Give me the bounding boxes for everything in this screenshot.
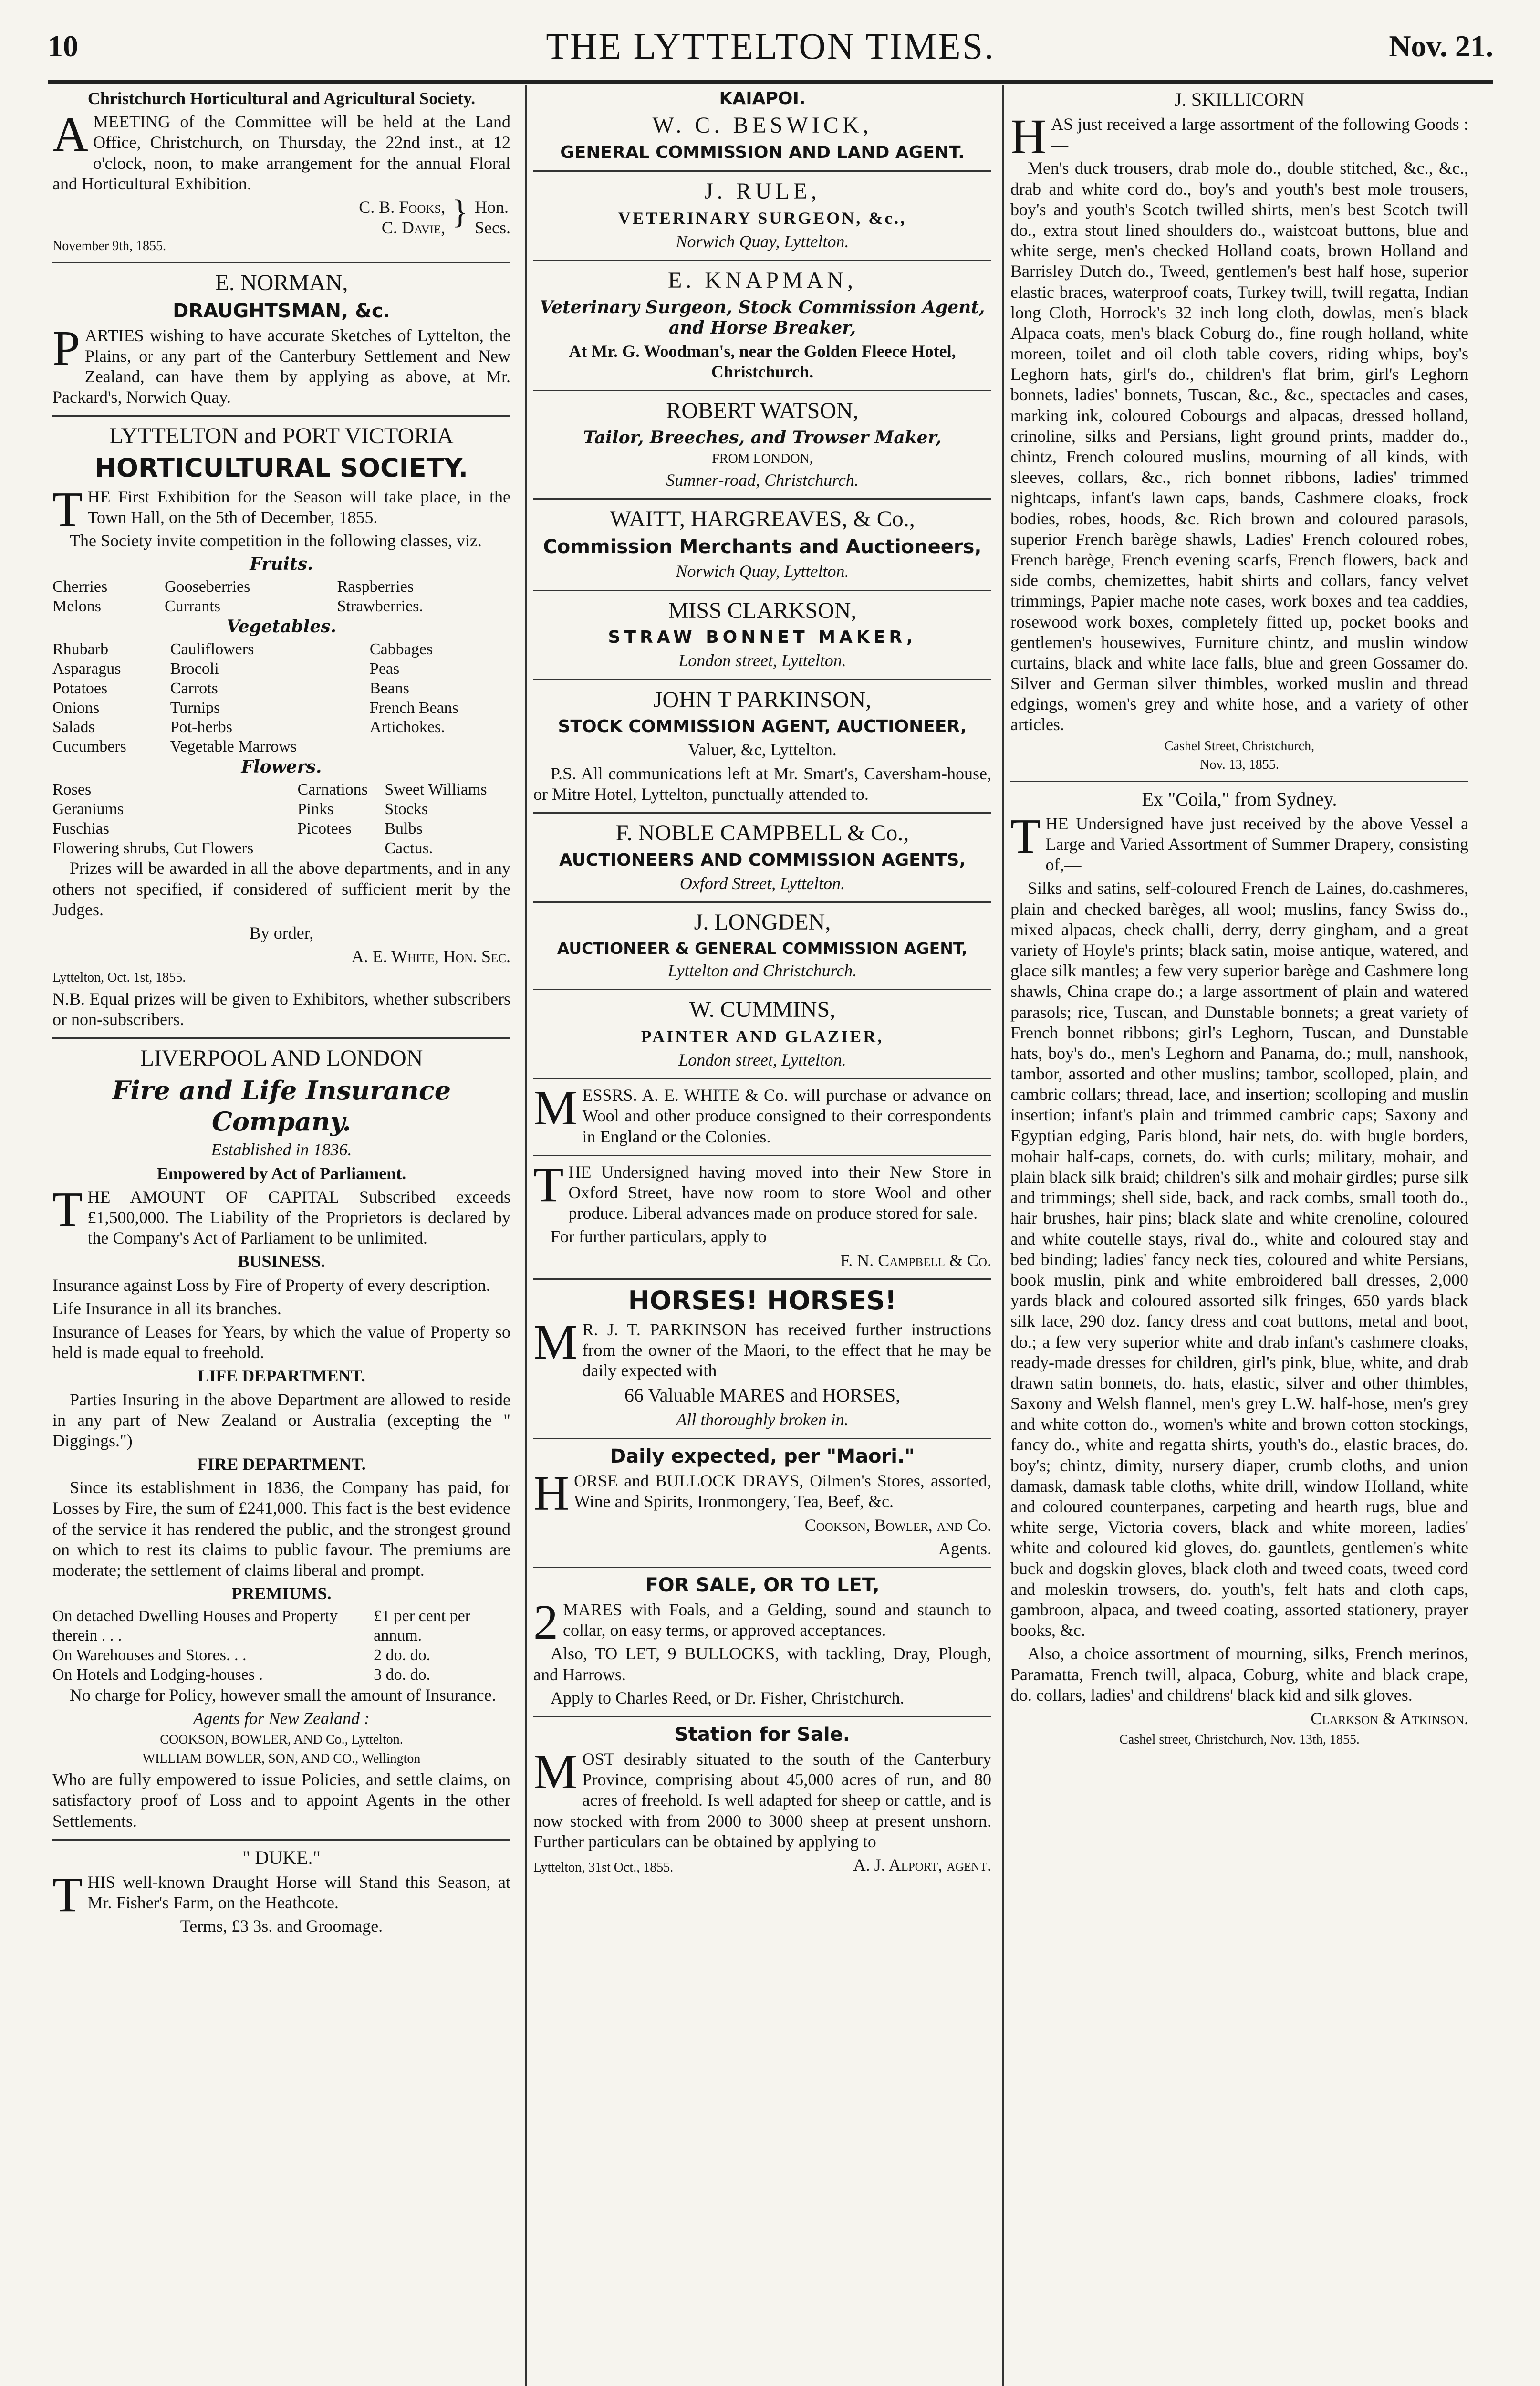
- ad-name: J. SKILLICORN: [1174, 89, 1305, 110]
- table-cell: [298, 839, 385, 858]
- ad-body: Apply to Charles Reed, or Dr. Fisher, Christchurch.: [551, 1688, 905, 1707]
- table-cell: Gooseberries: [164, 578, 250, 596]
- vegetable-row: [52, 737, 510, 757]
- ad-title: STRAW BONNET MAKER,: [608, 628, 917, 648]
- table-cell: Carrots: [170, 679, 218, 697]
- ad-date: Lyttelton, 31st Oct., 1855.: [533, 1860, 674, 1875]
- station-ad: [533, 1723, 991, 1880]
- column-3: [1010, 88, 1468, 2386]
- ad-heading: Ex "Coila," from Sydney.: [1142, 788, 1337, 810]
- ad-line: All thoroughly broken in.: [676, 1410, 849, 1430]
- company-name: Fire and Life Insurance Company.: [112, 1075, 451, 1137]
- terms: Terms, £3 3s. and Groomage.: [180, 1916, 383, 1936]
- section-label: LIFE DEPARTMENT.: [198, 1366, 365, 1386]
- table-cell: Potatoes: [52, 679, 108, 697]
- flower-row: [52, 839, 510, 858]
- table-cell: Pot-herbs: [170, 718, 233, 736]
- table-cell: 2 do. do.: [374, 1646, 431, 1664]
- flower-row: [52, 800, 510, 819]
- signature: Cookson, Bowler, and Co.: [804, 1515, 991, 1535]
- table-cell: Melons: [52, 597, 101, 616]
- brace: }: [452, 193, 468, 230]
- signatory-role: Secs.: [475, 218, 510, 238]
- agent: WILLIAM BOWLER, SON, AND CO., Wellington: [142, 1751, 421, 1766]
- table-cell: French Beans: [369, 699, 458, 717]
- maori-ad: [533, 1445, 991, 1568]
- table-cell: Artichokes.: [369, 718, 445, 736]
- longden-ad: [533, 909, 991, 990]
- premium-row: [52, 1665, 510, 1685]
- drop-cap: 2: [533, 1595, 558, 1650]
- table-cell: £1 per cent per annum.: [374, 1607, 471, 1645]
- ad-name: E. KNAPMAN,: [667, 267, 857, 293]
- campbell-ad: [533, 819, 991, 903]
- ad-body: OST desirably situated to the south of the Canterbury Province, comprising about 45,000 acres of run, and 80 acres of freehold. Is well adapted for sheep or cattle, and is now stocked with from 2000 to 3000 sheep at present unshorn. Further particulars can be obtained by applying to: [533, 1749, 991, 1851]
- table-cell: Peas: [369, 659, 400, 678]
- newspaper-title: THE LYTTELTON TIMES.: [546, 25, 995, 67]
- vegetable-row: [52, 659, 510, 679]
- section-text: Parties Insuring in the above Department are allowed to reside in any part of New Zealand or Australia (excepting the " Diggings."): [52, 1390, 510, 1450]
- ad-intro: AS just received a large assortment of the following Goods :—: [1051, 115, 1468, 155]
- ad-body: HE First Exhibition for the Season will take place, in the Town Hall, on the 5th of December, 1855.: [87, 487, 510, 527]
- flower-row: [52, 780, 510, 800]
- fruit-row: [52, 597, 510, 617]
- ad-address: Lyttelton and Christchurch.: [667, 961, 857, 981]
- table-cell: Fuschias: [52, 819, 109, 837]
- ad-place: KAIAPOI.: [719, 89, 806, 108]
- premium-row: [52, 1646, 510, 1665]
- signature: A. J. Alport, agent.: [853, 1855, 991, 1874]
- insurance-ad: [52, 1045, 510, 1840]
- ad-body: ORSE and BULLOCK DRAYS, Oilmen's Stores, assorted, Wine and Spirits, Ironmongery, Tea, Beef, &c.: [574, 1471, 991, 1511]
- notice-body: MEETING of the Committee will be held at the Land Office, Christchurch, on Thursday, the 22nd inst., at 12 o'clock, noon, to make arrangement for the annual Floral and Horticultural Exhibition.: [52, 112, 510, 193]
- drop-cap: T: [52, 481, 83, 537]
- lyttelton-horticultural-ad: [52, 422, 510, 1039]
- ad-heading: HORSES! HORSES!: [628, 1285, 897, 1316]
- ad-title: GENERAL COMMISSION AND LAND AGENT.: [560, 142, 965, 162]
- sign-off: [533, 1855, 991, 1875]
- table-cell: Salads: [52, 718, 95, 736]
- ad-date: Lyttelton, Oct. 1st, 1855.: [52, 970, 186, 985]
- ad-heading: LIVERPOOL AND LONDON: [140, 1046, 423, 1071]
- column-divider: [1002, 85, 1004, 2386]
- empowered: Empowered by Act of Parliament.: [156, 1163, 406, 1183]
- prizes-text: Prizes will be awarded in all the above departments, and in any others not specified, if considered of sufficient merit by the Judges.: [52, 858, 510, 919]
- issue-date: Nov. 21.: [1389, 29, 1493, 63]
- premium-row: [52, 1607, 510, 1646]
- ad-heading: " DUKE.": [242, 1846, 321, 1868]
- masthead: [48, 25, 1493, 77]
- notice-date: November 9th, 1855.: [52, 239, 166, 254]
- ad-intro: HE Undersigned have just received by the above Vessel a Large and Varied Assortment of Summer Drapery, consisting of,—: [1045, 814, 1468, 875]
- ad-name: JOHN T PARKINSON,: [653, 687, 872, 712]
- watson-ad: [533, 397, 991, 500]
- ad-address: London street, Lyttelton.: [678, 1050, 846, 1070]
- ad-address: Cashel Street, Christchurch,: [1164, 738, 1315, 753]
- fruit-row: [52, 577, 510, 597]
- clarkson-ad: [533, 597, 991, 680]
- table-cell: Pinks: [297, 800, 334, 818]
- ad-address: Oxford Street, Lyttelton.: [679, 873, 845, 893]
- nb-text: N.B. Equal prizes will be given to Exhibitors, whether subscribers or non-subscribers.: [52, 989, 510, 1029]
- ad-name: J. LONGDEN,: [694, 909, 831, 935]
- signatories: [52, 193, 510, 238]
- ad-name: E. NORMAN,: [215, 270, 348, 295]
- norman-ad: [52, 269, 510, 417]
- column-1: [52, 88, 510, 2386]
- drop-cap: T: [1010, 808, 1041, 864]
- business-item: Life Insurance in all its branches.: [52, 1298, 281, 1318]
- ad-sub: Valuer, &c, Lyttelton.: [688, 740, 837, 760]
- ad-heading: FOR SALE, OR TO LET,: [645, 1574, 880, 1597]
- table-cell: Strawberries.: [337, 597, 423, 616]
- fruits-table: [52, 577, 510, 617]
- skillicorn-ad: [1010, 88, 1468, 782]
- knapman-ad: [533, 267, 991, 391]
- masthead-rule: [48, 80, 1493, 84]
- ad-name: J. RULE,: [704, 178, 821, 204]
- agents-body: Who are fully empowered to issue Policies, and settle claims, on satisfactory proof of Loss and to appoint Agents in the other Settlements.: [52, 1770, 510, 1831]
- ad-name: W. CUMMINS,: [689, 997, 836, 1023]
- established: Established in 1836.: [211, 1140, 352, 1160]
- drop-cap: H: [533, 1466, 570, 1521]
- cummins-ad: [533, 996, 991, 1079]
- notice-heading: Christchurch Horticultural and Agricultural Society.: [87, 89, 476, 108]
- column-2: [533, 88, 991, 2386]
- section-text: Since its establishment in 1836, the Company has paid, for Losses by Fire, the sum of £241,000. This fact is the best evidence of the service it has rendered the public, and the strongest ground on which to rest its claims to public favour. The premiums are moderate; the settlement of claims liberal and prompt.: [52, 1478, 510, 1580]
- ad-heading: Daily expected, per "Maori.": [610, 1445, 915, 1468]
- class-label: Fruits.: [250, 554, 313, 575]
- page-number: 10: [48, 29, 78, 63]
- table-cell: Vegetable Marrows: [170, 738, 297, 756]
- horticultural-notice: [52, 88, 510, 263]
- rule-ad: [533, 178, 991, 261]
- table-cell: Flowering shrubs, Cut Flowers: [52, 839, 254, 857]
- parkinson-ad: [533, 686, 991, 814]
- ad-ps: P.S. All communications left at Mr. Smart's, Caversham-house, or Mitre Hotel, Lyttelton, punctually attended to.: [533, 764, 991, 804]
- ad-heading: Station for Sale.: [674, 1724, 850, 1746]
- drop-cap: A: [52, 107, 89, 162]
- vegetable-row: [52, 640, 510, 659]
- table-cell: Beans: [369, 679, 409, 697]
- table-cell: Cucumbers: [52, 738, 126, 756]
- ad-title: Tailor, Breeches, and Trowser Maker,: [583, 427, 942, 448]
- table-cell: On detached Dwelling Houses and Property therein . . .: [52, 1607, 338, 1645]
- ad-title: VETERINARY SURGEON, &c.,: [618, 208, 907, 228]
- signatory-name: C. Davie,: [381, 218, 446, 238]
- ad-body: Men's duck trousers, drab mole do., double stitched, &c., &c., drab and white cord do., boy's and youth's best mole trousers, boy's and youth's Scotch twilled shirts, men's best Scotch twill do., extra stout lined shoulders do., waistcoat buttons, blue and white serge, men's checked Holland coats, brown Holland and Barrisley Dutch do., Tweed, gentlemen's best half hose, superior elastic braces, waterproof coats, Turkey twill, twill regatta, Indian long Cloth, Horrock's 32 inch long cloth, dowlas, men's black Alpaca coats, men's black Coburg do., fine rough holland, white moreen, toilet and oil cloth table covers, riding whips, boy's Leghorn hats, girl's do., children's flat brim, girl's Leghorn bonnets, ladies' bonnets, Tuscan, &c., &c., spectacles and cases, marking ink, coloured Cobourgs and alpacas, dressed holland, crinoline, silks and Persians, light ground prints, madder do., chintz, French coloured muslins, mourning of all kinds, with sleeves, collars, &c., rich bonnet ribbons, ladies' trimmed nightcaps, infant's lawn caps, bands, Cashmere cloaks, frock bodies, robes, hoods, &c. Rich brown and coloured parasols, superior French barège shawls, Ladies' French coloured robes, French barège, French evening scarfs, French flowers, back and side combs, chemizettes, habit shirts and collars, fancy velvet trimmings, Papier mache note cases, work boxes and tea caddies, rosewood work boxes, completely fitted up, pocket books and gentlemen's housewives, Furniture chintz, and muslin window curtains, black and white lace falls, blue and green Gossamer do. Silver and German silver thimbles, worked muslin and thread edgings, women's grey and white hose, and a variety of other articles.: [1010, 158, 1468, 734]
- ad-body: HE Undersigned having moved into their New Store in Oxford Street, have now room to store Wool and other produce. Liberal advances made on produce stored for sale.: [568, 1162, 991, 1223]
- ad-date: Nov. 13, 1855.: [1200, 757, 1279, 773]
- drop-cap: T: [52, 1867, 83, 1922]
- table-cell: Roses: [52, 781, 92, 799]
- ad-body: ARTIES wishing to have accurate Sketches of Lyttelton, the Plains, or any part of the Canterbury Settlement and New Zealand, can have them by applying as above, at Mr. Packard's, Norwich Quay.: [52, 325, 510, 407]
- ad-address: Norwich Quay, Lyttelton.: [676, 562, 849, 581]
- ad-title: DRAUGHTSMAN, &c.: [173, 300, 390, 322]
- ad-also: Also, a choice assortment of mourning, silks, French merinos, Paramatta, French twill, alpaca, Coburg, white and black crape, do. collars, ladies' and childrens' black kid and silk gloves.: [1010, 1644, 1468, 1705]
- section-label: FIRE DEPARTMENT.: [197, 1455, 366, 1474]
- ad-address: Sumner-road, Christchurch.: [666, 470, 859, 490]
- ad-title: Veterinary Surgeon, Stock Commission Agent, and Horse Breaker,: [540, 297, 985, 338]
- for-sale-ad: [533, 1574, 991, 1717]
- ad-body: HE AMOUNT OF CAPITAL Subscribed exceeds £1,500,000. The Liability of the Proprietors is declared by the Company's Act of Parliament to be unlimited.: [87, 1187, 510, 1248]
- table-cell: Cherries: [52, 578, 108, 596]
- beswick-ad: [533, 88, 991, 172]
- table-cell: [370, 737, 510, 757]
- waitt-ad: [533, 505, 991, 591]
- vegetable-row: [52, 679, 510, 699]
- ad-body: Also, TO LET, 9 BULLOCKS, with tackling, Dray, Plough, and Harrows.: [533, 1644, 991, 1684]
- drop-cap: H: [1010, 109, 1047, 164]
- drop-cap: M: [533, 1314, 578, 1370]
- agents-label: Agents for New Zealand :: [193, 1708, 370, 1728]
- signatory-role: Hon.: [475, 197, 509, 217]
- no-charge: No charge for Policy, however small the amount of Insurance.: [70, 1685, 496, 1705]
- signature: Agents.: [938, 1538, 991, 1558]
- coila-ad: [1010, 788, 1468, 1756]
- table-cell: Rhubarb: [52, 640, 109, 659]
- ad-line: 66 Valuable MARES and HORSES,: [624, 1384, 901, 1406]
- ad-title: AUCTIONEERS AND COMMISSION AGENTS,: [559, 850, 966, 870]
- table-cell: Cactus.: [385, 839, 433, 857]
- drop-cap: M: [533, 1744, 578, 1800]
- flowers-table: [52, 780, 510, 858]
- agent: COOKSON, BOWLER, AND Co., Lyttelton.: [160, 1732, 403, 1747]
- ad-address: Norwich Quay, Lyttelton.: [676, 231, 849, 251]
- ad-body: MARES with Foals, and a Gelding, sound and staunch to collar, on easy terms, or approved acceptances.: [563, 1600, 991, 1640]
- drop-cap: T: [533, 1157, 564, 1212]
- table-cell: On Hotels and Lodging-houses .: [52, 1665, 263, 1684]
- vegetables-table: [52, 640, 510, 757]
- ad-name: MISS CLARKSON,: [668, 597, 857, 623]
- vegetable-row: [52, 718, 510, 737]
- ad-body: HIS well-known Draught Horse will Stand this Season, at Mr. Fisher's Farm, on the Heathcote.: [87, 1872, 510, 1912]
- table-cell: Bulbs: [385, 819, 423, 837]
- table-cell: On Warehouses and Stores. . .: [52, 1646, 247, 1664]
- ad-title: AUCTIONEER & GENERAL COMMISSION AGENT,: [557, 939, 968, 958]
- ad-name: ROBERT WATSON,: [666, 398, 859, 424]
- ad-heading: LYTTELTON and PORT VICTORIA: [109, 423, 454, 449]
- flower-row: [52, 819, 510, 839]
- ad-title: Commission Merchants and Auctioneers,: [543, 536, 982, 558]
- ad-subheading: HORTICULTURAL SOCIETY.: [94, 452, 468, 483]
- class-label: Flowers.: [241, 756, 322, 777]
- drop-cap: M: [533, 1080, 578, 1136]
- class-label: Vegetables.: [226, 617, 337, 637]
- ad-title: PAINTER AND GLAZIER,: [641, 1026, 884, 1046]
- table-cell: Carnations: [297, 781, 368, 799]
- vegetable-row: [52, 699, 510, 718]
- column-divider: [525, 85, 527, 2386]
- ad-name: F. NOBLE CAMPBELL & Co.,: [615, 820, 909, 846]
- ad-body: R. J. T. PARKINSON has received further instructions from the owner of the Maori, to the effect that he may be daily expected with: [582, 1319, 991, 1380]
- business-item: Insurance of Leases for Years, by which the value of Property so held is made equal to freehold.: [52, 1322, 510, 1362]
- table-cell: Brocoli: [170, 659, 219, 678]
- table-cell: Onions: [52, 699, 100, 717]
- signature: A. E. White, Hon. Sec.: [351, 947, 510, 966]
- ad-address: At Mr. G. Woodman's, near the Golden Fleece Hotel, Christchurch.: [569, 341, 956, 382]
- table-cell: 3 do. do.: [374, 1665, 431, 1684]
- drop-cap: P: [52, 320, 80, 376]
- premiums-table: [52, 1607, 510, 1685]
- table-cell: Asparagus: [52, 659, 121, 678]
- white-ad: [533, 1080, 991, 1156]
- ad-name: W. C. BESWICK,: [652, 113, 873, 138]
- table-cell: Geraniums: [52, 800, 124, 818]
- table-cell: Stocks: [385, 800, 428, 818]
- table-cell: Picotees: [297, 819, 352, 837]
- horses-ad: [533, 1286, 991, 1440]
- section-label: PREMIUMS.: [231, 1584, 332, 1603]
- table-cell: Sweet Williams: [385, 781, 487, 799]
- ad-body: For further particulars, apply to: [551, 1227, 767, 1246]
- signatory-name: C. B. Fooks,: [359, 197, 446, 217]
- ad-body: ESSRS. A. E. WHITE & Co. will purchase or advance on Wool and other produce consigned to their correspondents in England or the Colonies.: [582, 1086, 991, 1146]
- ad-title: STOCK COMMISSION AGENT, AUCTIONEER,: [558, 717, 967, 737]
- signature: F. N. Campbell & Co.: [840, 1250, 991, 1270]
- table-cell: Cabbages: [369, 640, 433, 659]
- table-cell: Turnips: [170, 699, 220, 717]
- business-item: Insurance against Loss by Fire of Property of every description.: [52, 1275, 490, 1295]
- duke-ad: [52, 1846, 510, 1945]
- section-label: BUSINESS.: [238, 1252, 325, 1271]
- by-order: By order,: [249, 923, 314, 942]
- ad-body: The Society invite competition in the following classes, viz.: [70, 531, 482, 551]
- undersigned-ad: [533, 1157, 991, 1280]
- table-cell: Raspberries: [337, 578, 414, 596]
- ad-body: Silks and satins, self-coloured French de Laines, do.cashmeres, plain and checked barèges, all wool; muslins, fancy Swiss do., mixed alpacas, check challi, derry, derry gingham, and a great variety of Hoyle's prints; black satin, moise antique, watered, and glace silk mantles; a few very superior barège and Cashmere long shawls, China crape do.; a large assortment of plain and watered parasols; rice, Tuscan, and Dunstable bonnets; a great variety of French bonnet ribbons; girl's Leghorn, Tuscan, and Dunstable hats, boy's do., men's Leghorn and Panama, do.; mull, nanshook, tambor, assorted and other muslins; tambor, scolloped, plain, and cambric collars; thread, lace, and insertion; scolloping and muslin insertion; infant's plain and trimmed cambric caps; Saxony and Egyptian edging, Paris blond, hair nets, do. with bugle borders, mohair half-caps, cornets, do. with curls; military, mohair, and plain black silk braid; children's silk and mohair girdles; purse silk and trimmings; shell side, back, and rack combs, small tooth do., hair brushes, hair pins; black slate and white crenoline, coloured and white coutelle stays, rival do., white and coloured stay and bed binding; ladies' fancy neck ties, coloured and white Persians, book muslin, pink and white embroidered ball dresses, 2,000 yards black and coloured assorted silk fringes, 650 yards black silk lace, 290 doz. fancy dress and coat buttons, metal and boot, do.; a few very superior white and drab infant's cashmere cloaks, ready-made dresses for children, girl's pink, blue, white, and drab drawn satin bonnets, do. hats, elastic, silver and other thimbles, Saxony and Welsh flannel, men's grey L.W. half-hose, men's grey and white cotton do., women's white and brown cotton stockings, fancy do., white and regatta shirts, youth's do., elastic braces, do. boy's; chintz, dimity, nursery diaper, crumb cloths, and union damask, damask table cloths, white drill, window Holland, white and coloured counterpanes, carpeting and hearth rugs, blue and white serge, Victoria covers, black and white moreen, ladies' white and coloured kid gloves, do. gauntlets, gentlemen's white buck and dogskin gloves, black cloth and tweed coats, tweed cord and moleskin trowsers, do. youth's, felt hats and cloth caps, gambroon, alpaca, and tweed coating, assorted stationery, prayer books, &c.: [1010, 879, 1468, 1640]
- table-cell: Currants: [164, 597, 221, 616]
- table-cell: Cauliflowers: [170, 640, 254, 659]
- ad-name: WAITT, HARGREAVES, & Co.,: [610, 506, 915, 532]
- ad-address: Cashel street, Christchurch, Nov. 13th, 1855.: [1119, 1732, 1360, 1748]
- ad-from: FROM LONDON,: [712, 451, 813, 467]
- ad-address: London street, Lyttelton.: [678, 651, 846, 670]
- signature: Clarkson & Atkinson.: [1311, 1708, 1468, 1728]
- drop-cap: T: [52, 1182, 83, 1237]
